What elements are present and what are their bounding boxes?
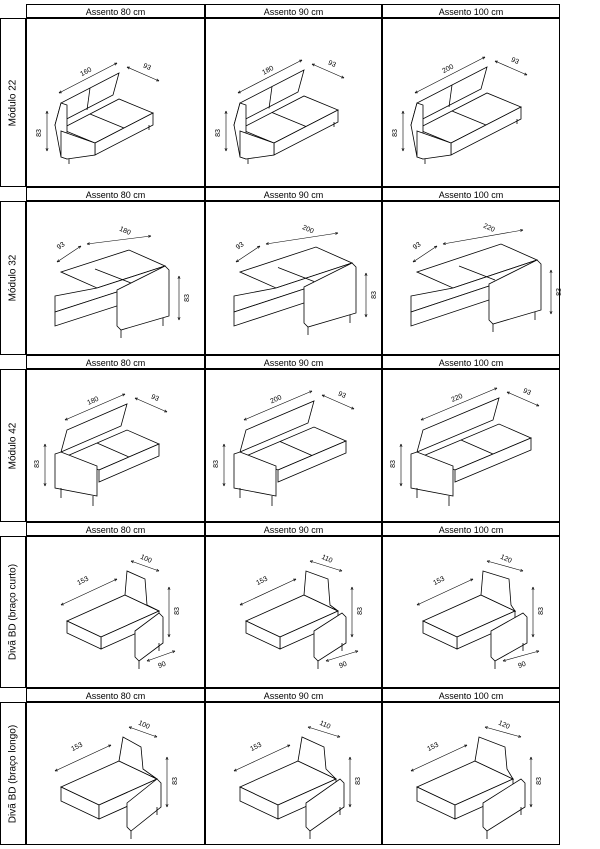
column-header: Assento 100 cm: [382, 187, 560, 201]
height-label: 83: [354, 777, 362, 785]
row-label: [0, 18, 26, 187]
depth-label: 100: [137, 719, 151, 731]
sofa-group: [34, 394, 167, 506]
sofa-drawing: [206, 370, 381, 521]
column-header: Assento 80 cm: [26, 522, 205, 536]
height-label: 83: [33, 460, 41, 468]
sofa-group: [234, 720, 362, 839]
sofa-group: [417, 554, 545, 670]
sofa-drawing: [206, 202, 381, 354]
height-label: 83: [173, 607, 181, 615]
depth-label: 93: [336, 390, 347, 401]
sofa-drawing: [206, 19, 381, 186]
depth-label: 110: [318, 719, 332, 731]
sofa-group: [234, 224, 378, 335]
sofa-drawing-cell: [205, 201, 382, 355]
width-label: 200: [301, 224, 315, 236]
depth-label: 93: [411, 241, 423, 252]
height-label: 83: [555, 288, 563, 296]
width-label: 153: [70, 741, 84, 754]
row-label-text: Módulo 22: [7, 79, 19, 126]
sofa-drawing-cell: [26, 536, 205, 688]
column-header: Assento 90 cm: [205, 522, 382, 536]
row-label: [0, 369, 26, 522]
sofa-group: [55, 226, 191, 338]
row-label-text: Módulo 32: [7, 254, 19, 302]
seat-dimension: [147, 651, 175, 661]
row-label-text: Módulo 42: [7, 422, 19, 469]
width-dimension: [87, 236, 151, 244]
width-dimension: [240, 579, 296, 605]
sofa-group: [36, 63, 159, 164]
column-header: Assento 100 cm: [382, 522, 560, 536]
row-label-text: Divã BD (braço curto): [7, 563, 19, 661]
depth-label: 93: [234, 241, 246, 252]
depth-label: 120: [497, 719, 511, 731]
width-dimension: [234, 745, 290, 771]
height-label: 83: [356, 607, 364, 615]
sofa-drawing: [383, 703, 559, 844]
width-label: 153: [432, 575, 446, 588]
height-label: 83: [183, 294, 191, 302]
height-label: 83: [535, 777, 543, 785]
row-label: [0, 201, 26, 355]
height-label: 83: [537, 607, 545, 615]
sofa-group: [55, 720, 179, 839]
sofa-drawing-cell: [205, 536, 382, 688]
height-label: 83: [214, 129, 222, 137]
height-label: 83: [35, 129, 43, 137]
width-dimension: [411, 745, 467, 771]
depth-label: 93: [55, 241, 67, 252]
width-label: 160: [79, 66, 93, 79]
column-header: Assento 90 cm: [205, 4, 382, 18]
sofa-group: [411, 223, 563, 332]
width-dimension: [61, 579, 117, 605]
column-header: Assento 80 cm: [26, 355, 205, 369]
depth-label: 120: [499, 553, 513, 565]
sofa-drawing-cell: [205, 369, 382, 522]
column-header: Assento 100 cm: [382, 355, 560, 369]
row-label: [0, 536, 26, 688]
sofa-drawing: [383, 537, 559, 687]
sofa-drawing: [27, 19, 204, 186]
sofa-drawing: [27, 703, 204, 844]
sofa-group: [411, 720, 543, 839]
width-dimension: [55, 745, 111, 771]
width-dimension: [443, 230, 523, 244]
width-label: 200: [441, 63, 455, 76]
sofa-drawing-cell: [382, 18, 560, 187]
column-header: Assento 80 cm: [26, 688, 205, 702]
sofa-drawing-cell: [26, 201, 205, 355]
sofa-drawing-cell: [205, 702, 382, 845]
depth-label: 93: [521, 387, 532, 398]
depth-label: 93: [149, 393, 160, 404]
depth-label: 93: [141, 62, 152, 73]
sofa-drawing: [383, 202, 563, 354]
width-label: 220: [450, 392, 464, 404]
column-header: Assento 90 cm: [205, 688, 382, 702]
sofa-drawing: [383, 19, 559, 186]
seat-label: 90: [157, 660, 167, 670]
sofa-drawing: [27, 537, 204, 687]
width-label: 153: [426, 741, 440, 754]
row-label-text: Divã BD (braço longo): [7, 724, 19, 823]
sofa-group: [213, 391, 354, 506]
sofa-drawing-cell: [382, 369, 560, 522]
width-dimension: [417, 579, 473, 605]
sofa-group: [61, 554, 181, 670]
sofa-drawing: [383, 370, 559, 521]
width-label: 180: [86, 395, 100, 407]
depth-label: 93: [509, 56, 520, 67]
sofa-drawing-cell: [26, 18, 205, 187]
column-header: Assento 100 cm: [382, 4, 560, 18]
width-dimension: [266, 233, 338, 244]
height-label: 83: [171, 777, 179, 785]
seat-label: 90: [517, 660, 527, 670]
width-label: 153: [255, 575, 269, 588]
sofa-drawing-cell: [26, 369, 205, 522]
depth-label: 93: [326, 59, 337, 70]
height-label: 83: [389, 460, 397, 468]
column-header: Assento 90 cm: [205, 187, 382, 201]
sofa-group: [240, 554, 364, 670]
height-label: 83: [391, 129, 399, 137]
depth-label: 100: [139, 553, 153, 565]
sofa-drawing-cell: [205, 18, 382, 187]
depth-label: 110: [320, 553, 334, 565]
sofa-drawing: [27, 202, 204, 354]
sofa-drawing-cell: [382, 702, 560, 845]
sofa-drawing: [206, 703, 381, 844]
sofa-group: [390, 388, 539, 506]
row-label: [0, 702, 26, 845]
sofa-group: [392, 57, 527, 164]
sofa-group: [215, 60, 344, 164]
column-header: Assento 80 cm: [26, 4, 205, 18]
sofa-drawing: [27, 370, 204, 521]
width-label: 220: [482, 222, 496, 234]
width-label: 180: [118, 225, 132, 237]
sofa-drawing-cell: [382, 536, 560, 688]
sofa-drawing-cell: [382, 201, 563, 355]
height-label: 83: [212, 460, 220, 468]
column-header: Assento 80 cm: [26, 187, 205, 201]
column-header: Assento 100 cm: [382, 688, 560, 702]
width-label: 153: [76, 575, 90, 588]
column-header: Assento 90 cm: [205, 355, 382, 369]
sofa-drawing-cell: [26, 702, 205, 845]
height-label: 83: [370, 291, 378, 299]
width-label: 180: [261, 65, 275, 77]
sofa-drawing: [206, 537, 381, 687]
width-label: 200: [269, 394, 283, 406]
seat-label: 90: [338, 660, 348, 670]
width-label: 153: [249, 741, 263, 754]
